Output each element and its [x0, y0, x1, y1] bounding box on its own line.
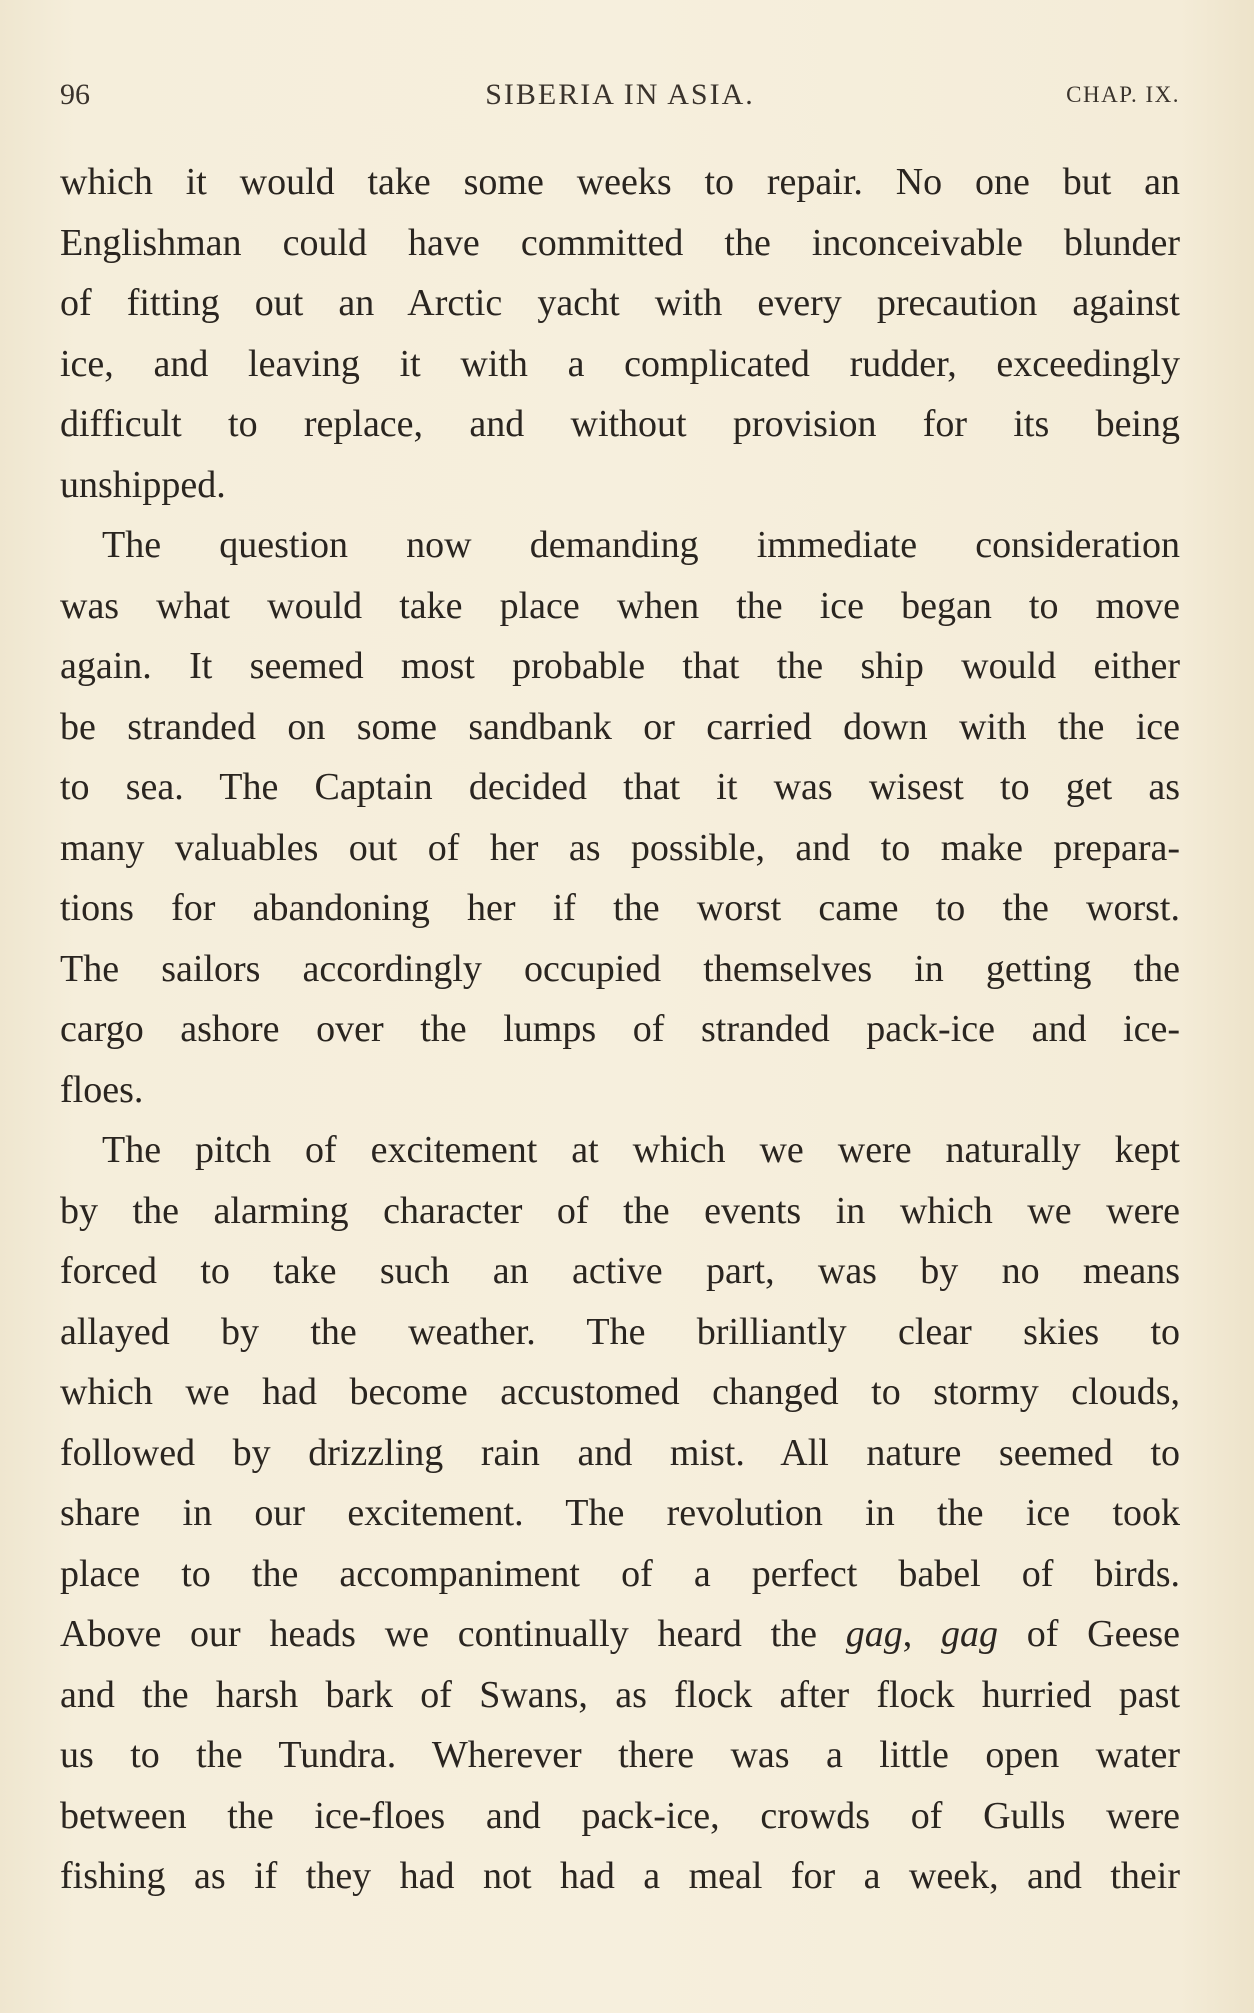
- text-line: cargo ashore over the lumps of stranded pack-ice and ice-: [60, 1008, 1180, 1050]
- text-line: to sea. The Captain decided that it was wisest to get as: [60, 766, 1180, 808]
- chapter-label: CHAP. IX.: [1066, 82, 1180, 107]
- text-line: share in our excitement. The revolution in the ice took: [60, 1492, 1180, 1534]
- text-line: followed by drizzling rain and mist. All nature seemed to: [60, 1431, 1180, 1474]
- page-header: [60, 78, 1180, 118]
- text-line: tions for abandoning her if the worst came to the worst.: [60, 887, 1180, 929]
- text-line: many valuables out of her as possible, and to make prepara-: [60, 826, 1180, 869]
- line-segment: of Geese: [998, 1613, 1181, 1655]
- line-segment: Above our heads we continually heard the: [60, 1613, 846, 1655]
- text-line: fishing as if they had not had a meal for a week, and their: [60, 1855, 1180, 1897]
- text-line: which we had become accustomed changed to stormy clouds,: [60, 1371, 1180, 1413]
- text-line: The sailors accordingly occupied themselves in getting the: [60, 947, 1180, 990]
- italic-word: gag: [941, 1613, 999, 1655]
- text-line: again. It seemed most probable that the ship would either: [60, 645, 1180, 687]
- text-line: between the ice-floes and pack-ice, crowds of Gulls were: [60, 1794, 1180, 1837]
- italic-word: gag: [845, 1613, 903, 1655]
- text-line: [60, 1604, 1180, 1665]
- text-line: floes.: [60, 1068, 144, 1111]
- running-title: SIBERIA IN ASIA.: [485, 78, 755, 111]
- text-line: The question now demanding immediate consideration: [102, 524, 1180, 566]
- text-line: place to the accompaniment of a perfect babel of birds.: [60, 1552, 1180, 1595]
- text-line: forced to take such an active part, was by no means: [60, 1250, 1180, 1292]
- text-line: was what would take place when the ice began to move: [60, 584, 1180, 627]
- text-line: The pitch of excitement at which we were naturally kept: [102, 1129, 1180, 1171]
- text-line: allayed by the weather. The brilliantly clear skies to: [60, 1310, 1180, 1353]
- text-line: ice, and leaving it with a complicated rudder, exceedingly: [60, 342, 1180, 385]
- text-line: of fitting out an Arctic yacht with every precaution against: [60, 282, 1180, 324]
- line-segment: ,: [902, 1613, 942, 1655]
- text-line: by the alarming character of the events in which we were: [60, 1189, 1180, 1232]
- text-line: Englishman could have committed the inconceivable blunder: [60, 221, 1180, 264]
- text-line: us to the Tundra. Wherever there was a little open water: [60, 1734, 1180, 1776]
- page-number: 96: [60, 78, 90, 111]
- text-line: difficult to replace, and without provision for its being: [60, 403, 1180, 445]
- text-line: unshipped.: [60, 463, 226, 506]
- text-line: and the harsh bark of Swans, as flock after flock hurried past: [60, 1673, 1180, 1716]
- text-line: which it would take some weeks to repair. No one but an: [60, 161, 1180, 203]
- text-line: be stranded on some sandbank or carried down with the ice: [60, 705, 1180, 748]
- body-text: [60, 152, 1180, 1907]
